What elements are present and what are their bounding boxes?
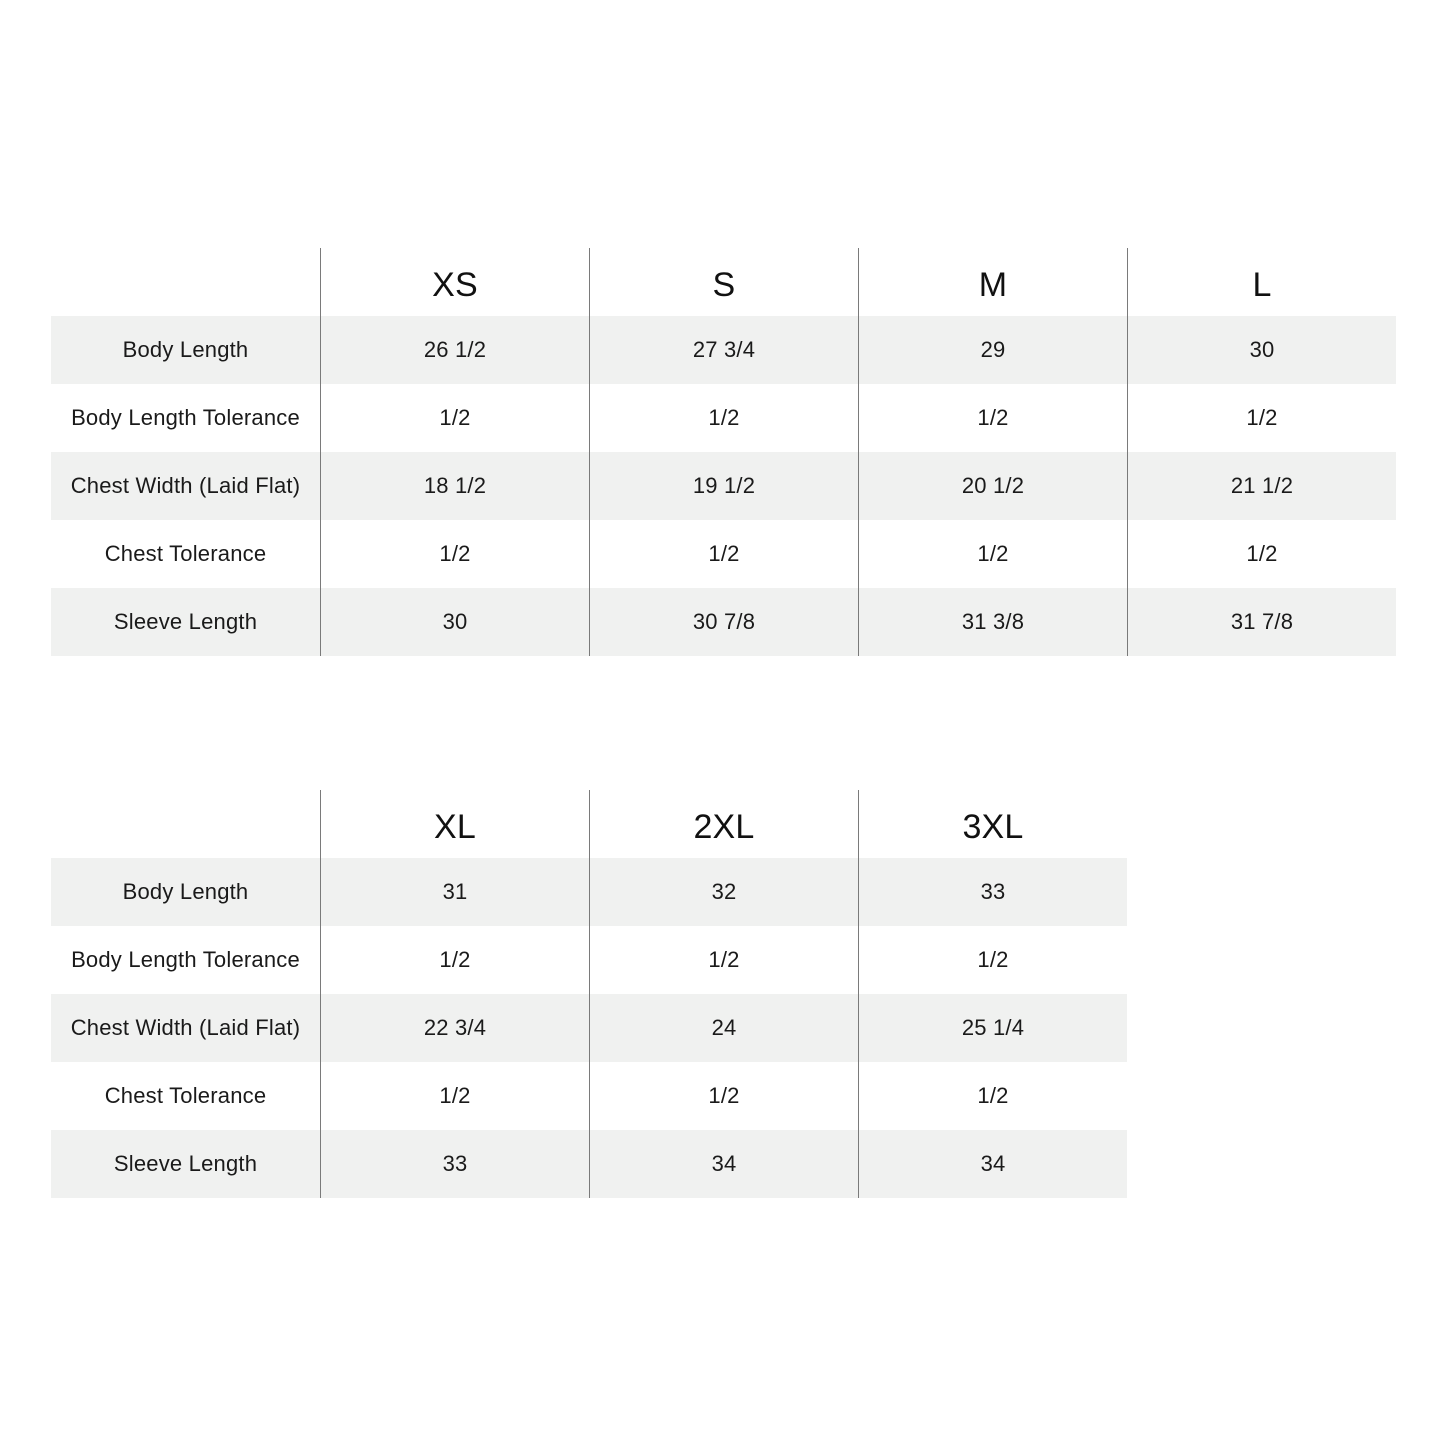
measurement-value: 1/2 xyxy=(1127,520,1396,588)
size-header: 3XL xyxy=(858,790,1127,858)
measurement-value: 1/2 xyxy=(589,384,858,452)
measurement-value: 30 7/8 xyxy=(589,588,858,656)
measurement-label: Body Length Tolerance xyxy=(71,405,300,430)
measurement-value: 33 xyxy=(320,1130,589,1198)
measurement-value: 26 1/2 xyxy=(320,316,589,384)
size-header: 2XL xyxy=(589,790,858,858)
measurement-label: Body Length xyxy=(51,858,320,926)
measurement-label: Body Length xyxy=(51,316,320,384)
measurement-label: Chest Width (Laid Flat) xyxy=(51,452,320,520)
measurement-value: 27 3/4 xyxy=(589,316,858,384)
header-corner-cell xyxy=(51,790,320,858)
measurement-value: 1/2 xyxy=(858,1062,1127,1130)
measurement-label: Chest Tolerance xyxy=(104,541,267,566)
measurement-value: 1/2 xyxy=(320,384,589,452)
measurement-value: 1/2 xyxy=(858,384,1127,452)
size-header: XS xyxy=(320,248,589,316)
measurement-value: 1/2 xyxy=(589,926,858,994)
size-chart-table-2 xyxy=(51,790,1127,1198)
size-header: L xyxy=(1127,248,1396,316)
measurement-value: 30 xyxy=(1127,316,1396,384)
size-chart-table-1 xyxy=(51,248,1396,656)
measurement-value: 1/2 xyxy=(858,520,1127,588)
header-corner-cell xyxy=(51,248,320,316)
measurement-value: 24 xyxy=(589,994,858,1062)
measurement-value: 31 3/8 xyxy=(858,588,1127,656)
measurement-value: 32 xyxy=(589,858,858,926)
size-header: S xyxy=(589,248,858,316)
measurement-value: 18 1/2 xyxy=(320,452,589,520)
measurement-label: Chest Tolerance xyxy=(104,1083,267,1108)
measurement-value: 34 xyxy=(589,1130,858,1198)
measurement-label: Chest Width (Laid Flat) xyxy=(51,994,320,1062)
measurement-value: 20 1/2 xyxy=(858,452,1127,520)
measurement-value: 1/2 xyxy=(1127,384,1396,452)
measurement-value: 1/2 xyxy=(320,520,589,588)
measurement-value: 1/2 xyxy=(858,926,1127,994)
measurement-value: 1/2 xyxy=(320,1062,589,1130)
measurement-value: 33 xyxy=(858,858,1127,926)
measurement-value: 19 1/2 xyxy=(589,452,858,520)
measurement-value: 22 3/4 xyxy=(320,994,589,1062)
measurement-value: 31 7/8 xyxy=(1127,588,1396,656)
size-header: M xyxy=(858,248,1127,316)
measurement-value: 1/2 xyxy=(320,926,589,994)
measurement-label: Sleeve Length xyxy=(51,1130,320,1198)
measurement-label: Body Length Tolerance xyxy=(71,947,300,972)
measurement-value: 1/2 xyxy=(589,520,858,588)
measurement-value: 21 1/2 xyxy=(1127,452,1396,520)
measurement-value: 31 xyxy=(320,858,589,926)
measurement-value: 25 1/4 xyxy=(858,994,1127,1062)
measurement-value: 29 xyxy=(858,316,1127,384)
measurement-value: 30 xyxy=(320,588,589,656)
measurement-label: Sleeve Length xyxy=(51,588,320,656)
size-header: XL xyxy=(320,790,589,858)
measurement-value: 1/2 xyxy=(589,1062,858,1130)
measurement-value: 34 xyxy=(858,1130,1127,1198)
